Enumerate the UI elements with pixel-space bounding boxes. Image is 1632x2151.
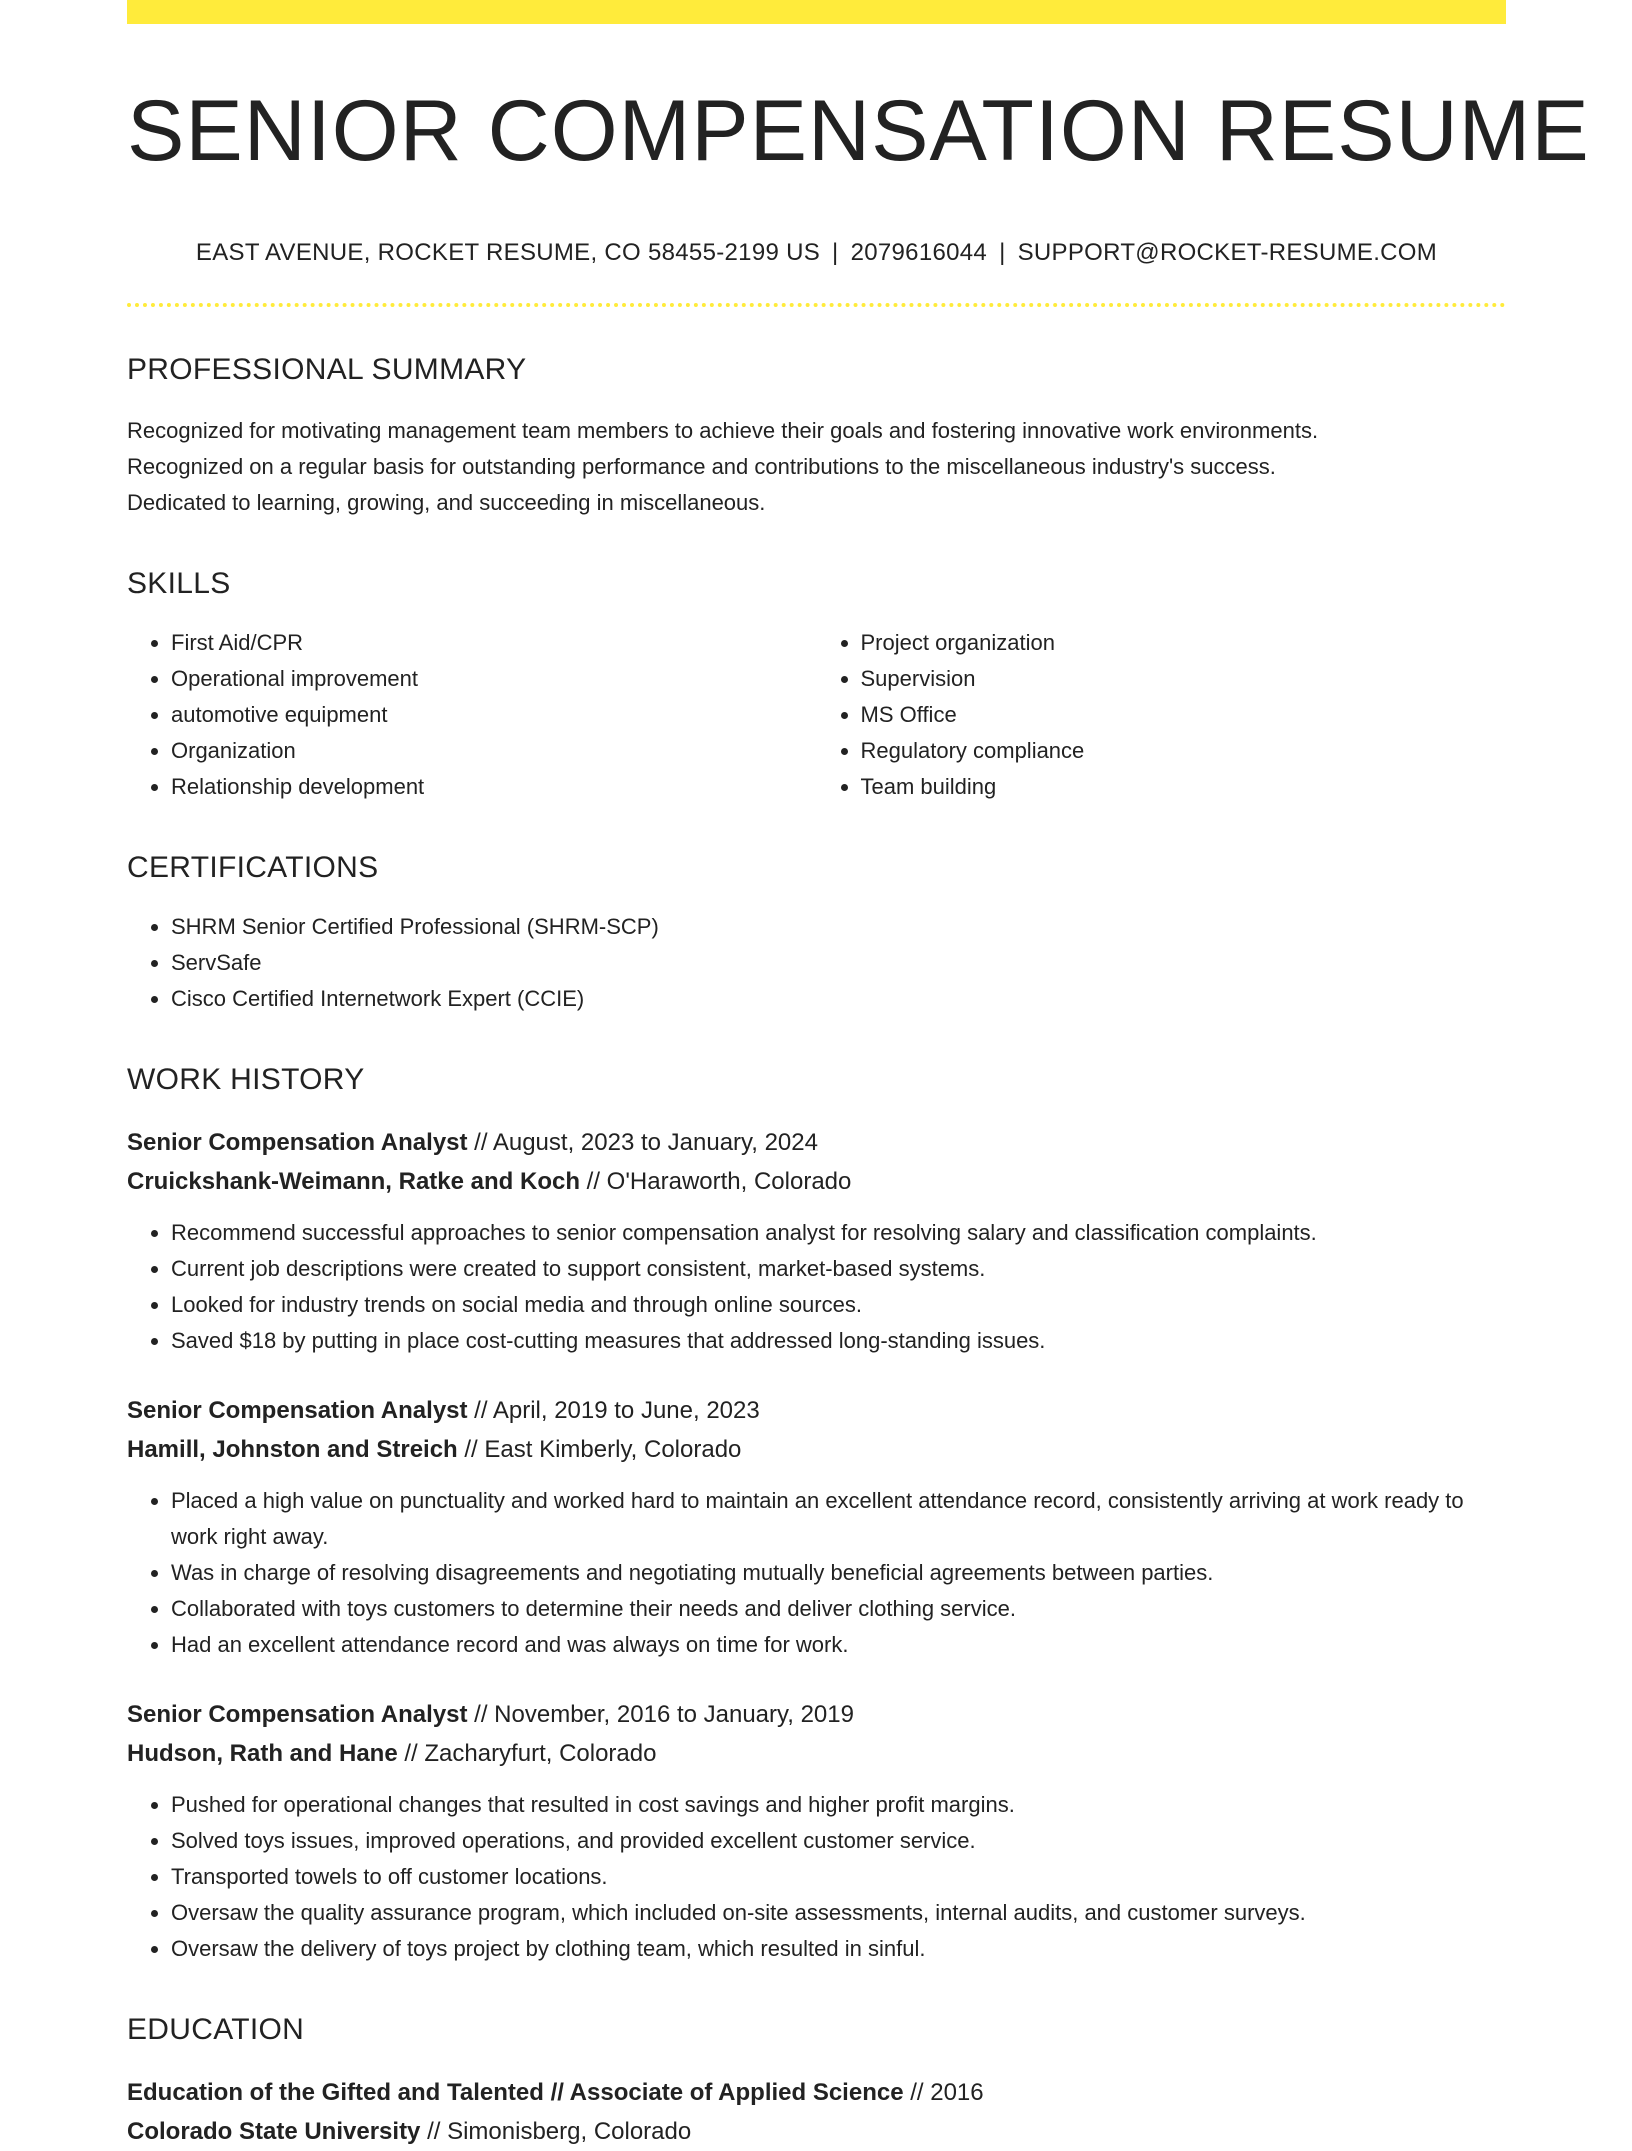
job-location: // O'Haraworth, Colorado: [586, 1167, 852, 1195]
education-location: // Simonisberg, Colorado: [427, 2117, 692, 2145]
job-company: Cruickshank-Weimann, Ratke and Koch: [127, 1167, 580, 1195]
summary-text: [127, 413, 1506, 521]
job-bullets: [127, 1787, 1506, 1967]
job-company-line: [127, 1430, 1506, 1469]
contact-separator: |: [832, 238, 839, 266]
skill-item: • Team building: [861, 769, 1507, 805]
skill-item: • MS Office: [861, 697, 1507, 733]
job-bullet: • Placed a high value on punctuality and worked hard to maintain an excellent attendance record, consistently arriving at work ready to work right away.: [171, 1483, 1506, 1555]
job-bullet: • Saved $18 by putting in place cost-cutting measures that addressed long-standing issues.: [171, 1323, 1506, 1359]
education-school: Colorado State University: [127, 2117, 421, 2145]
job-role-line: [127, 1391, 1506, 1430]
certification-item: • ServSafe: [171, 945, 1506, 981]
resume-title: SENIOR COMPENSATION RESUME: [127, 83, 1590, 179]
job-company: Hudson, Rath and Hane: [127, 1739, 398, 1767]
job-dates: // August, 2023 to January, 2024: [474, 1128, 818, 1156]
skills-list-right: [817, 625, 1507, 805]
job-bullet: • Pushed for operational changes that resulted in cost savings and higher profit margins.: [171, 1787, 1506, 1823]
skill-item: • First Aid/CPR: [171, 625, 817, 661]
job-bullet: • Looked for industry trends on social media and through online sources.: [171, 1287, 1506, 1323]
education-degree: Education of the Gifted and Talented // Associate of Applied Science: [127, 2078, 904, 2106]
summary-line: Recognized for motivating management team members to achieve their goals and fostering innovative work environments.: [127, 417, 1319, 443]
skill-item: • Relationship development: [171, 769, 817, 805]
contact-address: EAST AVENUE, ROCKET RESUME, CO 58455-2199 US: [195, 238, 821, 266]
job-bullet: • Recommend successful approaches to senior compensation analyst for resolving salary and classification complaints.: [171, 1215, 1506, 1251]
job-role: Senior Compensation Analyst: [127, 1700, 468, 1728]
contact-separator: |: [999, 238, 1006, 266]
job-entry: [127, 1391, 1506, 1663]
contact-email: SUPPORT@ROCKET-RESUME.COM: [1017, 238, 1438, 266]
job-bullet: • Transported towels to off customer locations.: [171, 1859, 1506, 1895]
certifications-list: [127, 909, 1506, 1017]
skill-item: • automotive equipment: [171, 697, 817, 733]
skill-item: • Operational improvement: [171, 661, 817, 697]
job-bullets: [127, 1483, 1506, 1663]
accent-top-bar: [127, 0, 1506, 24]
job-role: Senior Compensation Analyst: [127, 1128, 468, 1156]
section-title-education: EDUCATION: [127, 2012, 305, 2046]
section-title-certifications: CERTIFICATIONS: [127, 850, 379, 884]
job-bullet: • Was in charge of resolving disagreements and negotiating mutually beneficial agreements between parties.: [171, 1555, 1506, 1591]
skill-item: • Project organization: [861, 625, 1507, 661]
skill-item: • Regulatory compliance: [861, 733, 1507, 769]
certification-item: • SHRM Senior Certified Professional (SHRM-SCP): [171, 909, 1506, 945]
job-company-line: [127, 1734, 1506, 1773]
contact-phone: 2079616044: [850, 238, 988, 266]
job-bullet: • Oversaw the delivery of toys project by clothing team, which resulted in sinful.: [171, 1931, 1506, 1967]
job-role: Senior Compensation Analyst: [127, 1396, 468, 1424]
dotted-divider: [127, 303, 1506, 307]
job-location: // East Kimberly, Colorado: [464, 1435, 742, 1463]
job-role-line: [127, 1123, 1506, 1162]
job-entry: [127, 1123, 1506, 1359]
skill-item: • Organization: [171, 733, 817, 769]
section-title-summary: PROFESSIONAL SUMMARY: [127, 352, 527, 386]
job-company-line: [127, 1162, 1506, 1201]
contact-line: [127, 239, 1506, 267]
job-role-line: [127, 1695, 1506, 1734]
skills-columns: [127, 625, 1506, 805]
summary-line: Recognized on a regular basis for outstanding performance and contributions to the miscellaneous industry's success.: [127, 453, 1276, 479]
skill-item: • Supervision: [861, 661, 1507, 697]
job-entry: [127, 1695, 1506, 1967]
resume-page: [127, 0, 1590, 2151]
job-company: Hamill, Johnston and Streich: [127, 1435, 458, 1463]
job-bullets: [127, 1215, 1506, 1359]
skills-list-left: [127, 625, 817, 805]
job-bullet: • Oversaw the quality assurance program, which included on-site assessments, internal audits, and customer surveys.: [171, 1895, 1506, 1931]
section-title-skills: SKILLS: [127, 566, 231, 600]
job-bullet: • Current job descriptions were created to support consistent, market-based systems.: [171, 1251, 1506, 1287]
section-title-work-history: WORK HISTORY: [127, 1062, 365, 1096]
education-degree-line: [127, 2073, 1506, 2112]
job-bullet: • Collaborated with toys customers to determine their needs and deliver clothing service.: [171, 1591, 1506, 1627]
certification-item: • Cisco Certified Internetwork Expert (CCIE): [171, 981, 1506, 1017]
job-bullet: • Solved toys issues, improved operations, and provided excellent customer service.: [171, 1823, 1506, 1859]
job-bullet: • Had an excellent attendance record and was always on time for work.: [171, 1627, 1506, 1663]
job-dates: // November, 2016 to January, 2019: [474, 1700, 854, 1728]
job-dates: // April, 2019 to June, 2023: [474, 1396, 760, 1424]
summary-line: Dedicated to learning, growing, and succeeding in miscellaneous.: [127, 489, 766, 515]
job-location: // Zacharyfurt, Colorado: [404, 1739, 657, 1767]
education-year: // 2016: [910, 2078, 984, 2106]
education-school-line: [127, 2112, 1506, 2151]
